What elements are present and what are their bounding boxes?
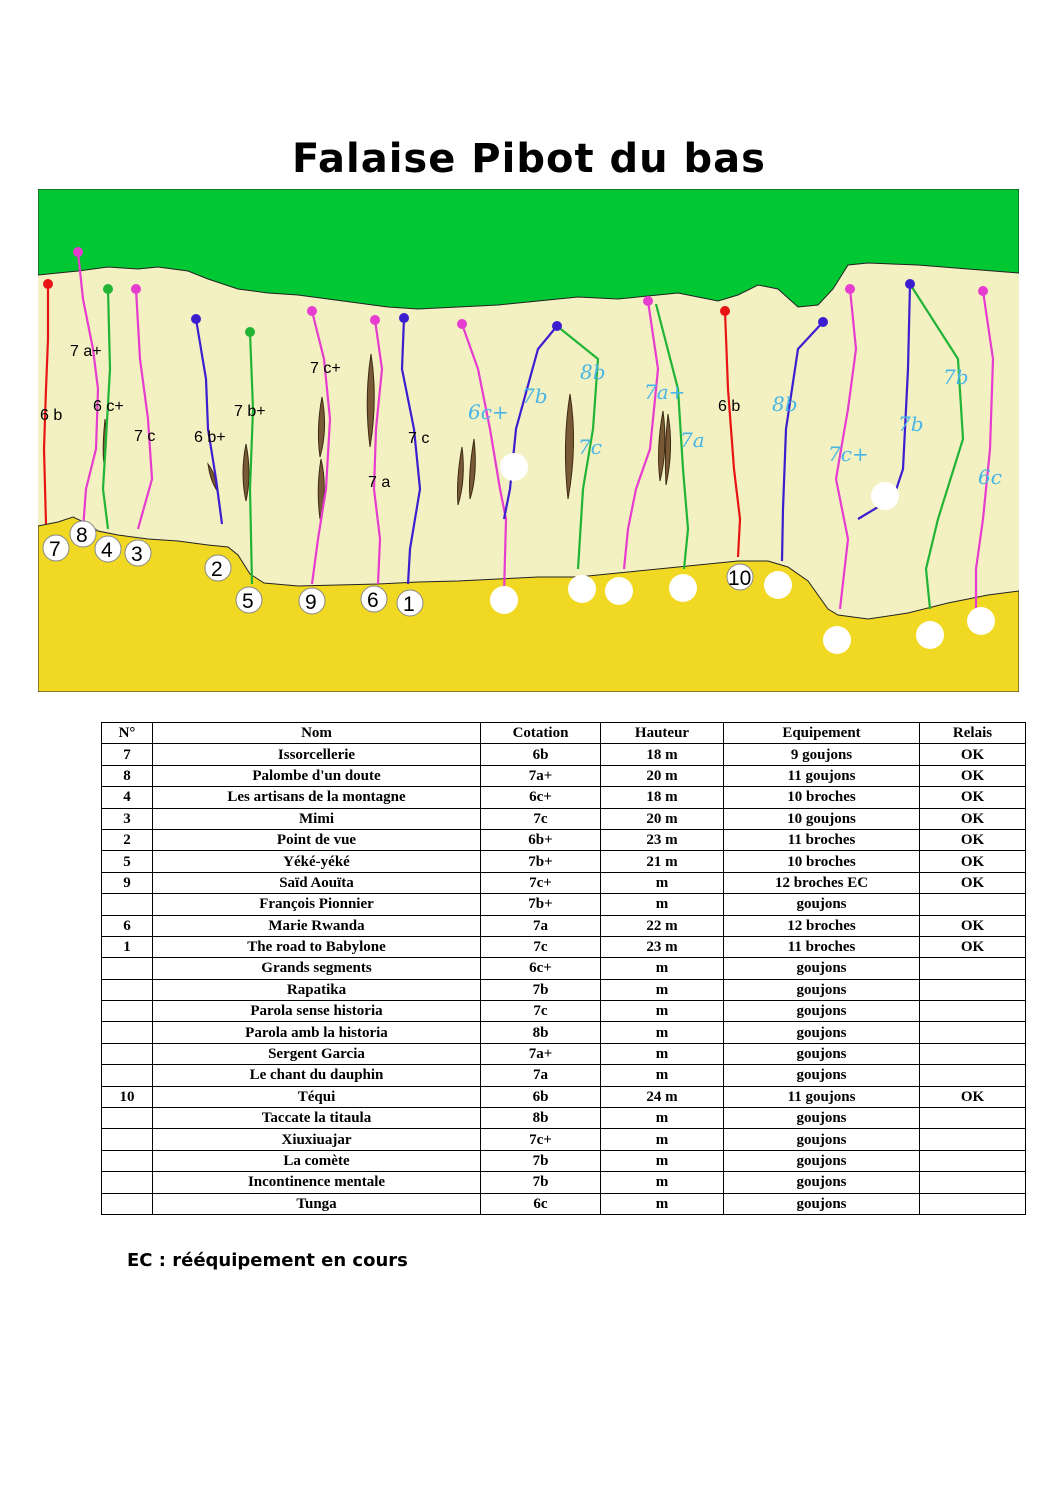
cell-grade: 7b [481, 1172, 601, 1193]
table-row [102, 1043, 1026, 1064]
handwritten-grade: 6c+ [468, 400, 509, 424]
cell-equipment: 11 goujons [724, 765, 920, 786]
cell-grade: 7b+ [481, 894, 601, 915]
cell-name: Les artisans de la montagne [153, 787, 481, 808]
cell-equipment: goujons [724, 1001, 920, 1022]
handwritten-grade: 7c+ [828, 442, 869, 466]
cell-grade: 7c [481, 1001, 601, 1022]
cell-equipment: 11 broches [724, 936, 920, 957]
route-number: 5 [242, 590, 254, 613]
table-row [102, 851, 1026, 872]
cell-name: La comète [153, 1150, 481, 1171]
cell-name: Parola amb la historia [153, 1022, 481, 1043]
cell-grade: 7b [481, 1150, 601, 1171]
col-header-number: N° [102, 723, 153, 744]
cell-equipment: goujons [724, 1193, 920, 1214]
cell-number: 6 [102, 915, 153, 936]
cell-name: Palombe d'un doute [153, 765, 481, 786]
table-row [102, 1129, 1026, 1150]
cell-grade: 7a [481, 1065, 601, 1086]
cell-grade: 7b [481, 979, 601, 1000]
col-header-equipment: Equipement [724, 723, 920, 744]
cell-number [102, 958, 153, 979]
table-row [102, 808, 1026, 829]
cell-anchor: OK [920, 872, 1026, 893]
col-header-height: Hauteur [601, 723, 724, 744]
cell-name: Issorcellerie [153, 744, 481, 765]
cell-number [102, 1193, 153, 1214]
cell-name: Mimi [153, 808, 481, 829]
cell-name: Marie Rwanda [153, 915, 481, 936]
grade-label: 6 c+ [93, 398, 124, 415]
cell-height: m [601, 1065, 724, 1086]
cell-name: Taccate la titaula [153, 1108, 481, 1129]
cell-equipment: goujons [724, 1065, 920, 1086]
cell-grade: 7c+ [481, 1129, 601, 1150]
table-row [102, 744, 1026, 765]
handwritten-grade: 6c [978, 465, 1002, 489]
table-body [102, 744, 1026, 1215]
cell-name: Le chant du dauphin [153, 1065, 481, 1086]
cell-anchor [920, 979, 1026, 1000]
route-number: 3 [131, 543, 143, 566]
table-row [102, 1022, 1026, 1043]
handwritten-grade: 7a [680, 428, 705, 452]
cell-equipment: 10 broches [724, 851, 920, 872]
cell-height: 22 m [601, 915, 724, 936]
cell-equipment: goujons [724, 1043, 920, 1064]
table-row [102, 915, 1026, 936]
table-row [102, 872, 1026, 893]
col-header-anchor: Relais [920, 723, 1026, 744]
cell-number: 8 [102, 765, 153, 786]
cell-height: m [601, 1108, 724, 1129]
cell-anchor [920, 1108, 1026, 1129]
route-number: 9 [305, 591, 317, 614]
cell-height: m [601, 1129, 724, 1150]
grade-label: 6 b [718, 398, 741, 415]
grade-label: 6 b+ [194, 429, 226, 446]
cell-grade: 6c+ [481, 787, 601, 808]
cell-anchor [920, 958, 1026, 979]
cell-anchor: OK [920, 829, 1026, 850]
cell-number: 1 [102, 936, 153, 957]
table-row [102, 765, 1026, 786]
table-row [102, 894, 1026, 915]
route-number: 7 [49, 538, 61, 561]
table-row [102, 1108, 1026, 1129]
cell-anchor [920, 1193, 1026, 1214]
cell-anchor: OK [920, 744, 1026, 765]
grade-label: 7 a+ [70, 343, 102, 360]
grade-label: 7 c [134, 428, 156, 445]
cell-equipment: goujons [724, 1108, 920, 1129]
cell-equipment: 12 broches [724, 915, 920, 936]
cell-grade: 6c [481, 1193, 601, 1214]
cell-grade: 7c [481, 808, 601, 829]
handwritten-grade: 8b [772, 392, 798, 416]
page-title: Falaise Pibot du bas [292, 136, 766, 182]
cell-height: 24 m [601, 1086, 724, 1107]
col-header-name: Nom [153, 723, 481, 744]
cell-name: Point de vue [153, 829, 481, 850]
cell-anchor: OK [920, 851, 1026, 872]
cell-equipment: 10 broches [724, 787, 920, 808]
cell-name: Grands segments [153, 958, 481, 979]
handwritten-grade: 8b [580, 360, 606, 384]
cell-number [102, 1150, 153, 1171]
handwritten-grade: 7c [578, 435, 602, 459]
cell-anchor: OK [920, 808, 1026, 829]
cell-name: Incontinence mentale [153, 1172, 481, 1193]
routes-table [101, 722, 1026, 1215]
cell-height: m [601, 1172, 724, 1193]
grade-label: 7 c+ [310, 360, 341, 377]
cell-number: 5 [102, 851, 153, 872]
cell-number [102, 1108, 153, 1129]
cell-name: The road to Babylone [153, 936, 481, 957]
cell-anchor [920, 1150, 1026, 1171]
cell-name: Téqui [153, 1086, 481, 1107]
table-row [102, 1001, 1026, 1022]
table-row [102, 1193, 1026, 1214]
grade-label: 7 b+ [234, 403, 266, 420]
cell-anchor [920, 1043, 1026, 1064]
cell-number: 7 [102, 744, 153, 765]
grade-label: 7 a [368, 474, 391, 491]
cell-height: m [601, 958, 724, 979]
grade-label: 6 b [40, 407, 63, 424]
table-row [102, 1172, 1026, 1193]
cell-height: 23 m [601, 936, 724, 957]
cell-grade: 6c+ [481, 958, 601, 979]
route-number: 10 [728, 567, 752, 590]
cell-number [102, 1172, 153, 1193]
cell-name: Sergent Garcia [153, 1043, 481, 1064]
cell-number: 4 [102, 787, 153, 808]
cell-grade: 8b [481, 1108, 601, 1129]
cell-name: Xiuxiuajar [153, 1129, 481, 1150]
cell-anchor [920, 1065, 1026, 1086]
cell-height: 20 m [601, 808, 724, 829]
cell-number: 9 [102, 872, 153, 893]
table-row [102, 979, 1026, 1000]
cell-grade: 7a+ [481, 1043, 601, 1064]
cell-equipment: 11 broches [724, 829, 920, 850]
cell-grade: 7c+ [481, 872, 601, 893]
cell-height: m [601, 1193, 724, 1214]
cell-grade: 8b [481, 1022, 601, 1043]
cell-anchor: OK [920, 915, 1026, 936]
cell-grade: 6b+ [481, 829, 601, 850]
cell-height: m [601, 872, 724, 893]
cell-anchor [920, 1001, 1026, 1022]
handwritten-grade: 7b [898, 412, 924, 436]
cell-equipment: 9 goujons [724, 744, 920, 765]
route-number: 4 [101, 539, 113, 562]
cell-equipment: goujons [724, 1172, 920, 1193]
handwritten-grade: 7b [943, 365, 969, 389]
cell-equipment: 12 broches EC [724, 872, 920, 893]
grade-label: 7 c [408, 430, 430, 447]
table-row [102, 1086, 1026, 1107]
handwritten-grade: 7a+ [644, 380, 686, 404]
route-number: 1 [403, 593, 415, 616]
cell-grade: 6b [481, 1086, 601, 1107]
cell-anchor [920, 1022, 1026, 1043]
cell-equipment: goujons [724, 894, 920, 915]
table-row [102, 787, 1026, 808]
cell-number: 2 [102, 829, 153, 850]
cell-equipment: goujons [724, 1129, 920, 1150]
cell-grade: 7b+ [481, 851, 601, 872]
table-row [102, 1065, 1026, 1086]
cell-name: François Pionnier [153, 894, 481, 915]
col-header-grade: Cotation [481, 723, 601, 744]
cell-name: Parola sense historia [153, 1001, 481, 1022]
cell-grade: 7c [481, 936, 601, 957]
cell-equipment: 10 goujons [724, 808, 920, 829]
table-row [102, 829, 1026, 850]
cell-number [102, 1043, 153, 1064]
cell-equipment: goujons [724, 1150, 920, 1171]
cell-height: 18 m [601, 787, 724, 808]
cell-height: m [601, 894, 724, 915]
cell-height: m [601, 1001, 724, 1022]
cell-number: 10 [102, 1086, 153, 1107]
cell-anchor: OK [920, 765, 1026, 786]
cell-anchor: OK [920, 1086, 1026, 1107]
cell-equipment: goujons [724, 1022, 920, 1043]
cell-height: 18 m [601, 744, 724, 765]
cell-equipment: goujons [724, 958, 920, 979]
handwritten-grade: 7b [522, 384, 548, 408]
footnote: EC : rééquipement en cours [127, 1250, 408, 1271]
cell-equipment: goujons [724, 979, 920, 1000]
cell-number [102, 1065, 153, 1086]
cell-height: m [601, 979, 724, 1000]
table-row [102, 1150, 1026, 1171]
cell-name: Saïd Aouïta [153, 872, 481, 893]
cell-number: 3 [102, 808, 153, 829]
cell-height: m [601, 1043, 724, 1064]
cell-height: 20 m [601, 765, 724, 786]
cell-anchor [920, 1172, 1026, 1193]
cell-anchor [920, 894, 1026, 915]
cell-grade: 6b [481, 744, 601, 765]
table-header-row [102, 723, 1026, 744]
cell-number [102, 1001, 153, 1022]
cell-grade: 7a [481, 915, 601, 936]
table-row [102, 936, 1026, 957]
cell-number [102, 1022, 153, 1043]
cell-number [102, 979, 153, 1000]
cell-equipment: 11 goujons [724, 1086, 920, 1107]
cell-anchor [920, 1129, 1026, 1150]
cell-number [102, 894, 153, 915]
cell-height: 23 m [601, 829, 724, 850]
cliff-topo-drawing [38, 189, 1019, 692]
route-number: 6 [367, 589, 379, 612]
cell-name: Rapatika [153, 979, 481, 1000]
cell-height: m [601, 1150, 724, 1171]
cell-anchor: OK [920, 787, 1026, 808]
cell-number [102, 1129, 153, 1150]
cell-name: Tunga [153, 1193, 481, 1214]
cell-name: Yéké-yéké [153, 851, 481, 872]
cell-height: m [601, 1022, 724, 1043]
route-number: 8 [76, 524, 88, 547]
table-row [102, 958, 1026, 979]
route-number: 2 [211, 558, 223, 581]
cell-anchor: OK [920, 936, 1026, 957]
cell-grade: 7a+ [481, 765, 601, 786]
cell-height: 21 m [601, 851, 724, 872]
